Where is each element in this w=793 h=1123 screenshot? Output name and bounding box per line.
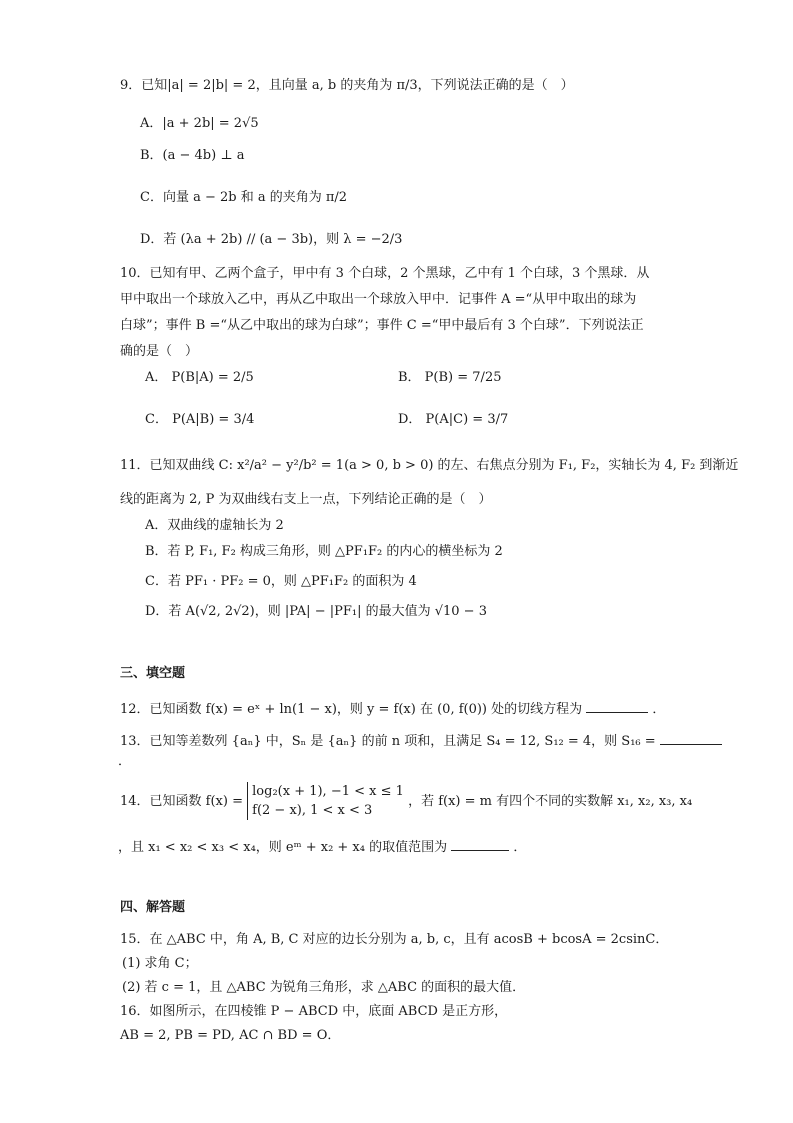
q11-line-2: 线的距离为 2, P 为双曲线右支上一点，下列结论正确的是（ ）: [120, 492, 492, 507]
q14-line-2-text: ，且 x₁ < x₂ < x₃ < x₄，则 eᵐ + x₂ + x₄ 的取值范围为: [118, 840, 448, 855]
q10-option-a: A． P(B|A) = 2/5: [145, 370, 254, 385]
q11-option-d: D．若 A(√2, 2√2)，则 |PA| − |PF₁| 的最大值为 √10 − 3: [145, 604, 487, 619]
q12-answer-blank[interactable]: [586, 698, 648, 713]
q13-end: ．: [118, 754, 132, 769]
q10-option-c: C． P(A|B) = 3/4: [145, 412, 255, 427]
q15-line-1: 15．在 △ABC 中，角 A, B, C 对应的边长分别为 a, b, c，且有 acosB + bcosA = 2csinC．: [120, 932, 669, 947]
q12-text: 12．已知函数 f(x) = eˣ + ln(1 − x)，则 y = f(x) 在 (0, f(0)) 处的切线方程为: [120, 702, 583, 717]
q13-text: 13．已知等差数列 {aₙ} 中，Sₙ 是 {aₙ} 的前 n 项和，且满足 S₄ = 12, S₁₂ = 4，则 S₁₆ =: [120, 734, 656, 749]
q9-option-a: A．|a + 2b| = 2√5: [140, 116, 259, 131]
q11-option-a: A．双曲线的虚轴长为 2: [145, 518, 284, 533]
q14-piecewise: [247, 782, 404, 820]
q9-option-b: B．(a − 4b) ⊥ a: [140, 148, 245, 163]
q15-part-2: (2) 若 c = 1，且 △ABC 为锐角三角形，求 △ABC 的面积的最大值．: [122, 980, 526, 995]
q10-line-4: 确的是（ ）: [120, 344, 199, 359]
q14-case-2: f(2 − x), 1 < x < 3: [252, 803, 373, 818]
q10-line-1: 10．已知有甲、乙两个盒子，甲中有 3 个白球，2 个黑球，乙中有 1 个白球，3 个黑球．从: [120, 266, 650, 281]
q14-prefix: 14．已知函数 f(x) =: [120, 794, 243, 809]
q9-stem: 9．已知|a| = 2|b| = 2，且向量 a, b 的夹角为 π/3，下列说法正确的是（ ）: [120, 78, 574, 93]
q11-option-b: B．若 P, F₁, F₂ 构成三角形，则 △PF₁F₂ 的内心的横坐标为 2: [145, 544, 503, 559]
q10-option-d: D． P(A|C) = 3/7: [398, 412, 509, 427]
q9-option-c: C．向量 a − 2b 和 a 的夹角为 π/2: [140, 190, 348, 205]
q14-line-1: [120, 784, 693, 820]
q11-option-c: C．若 PF₁ · PF₂ = 0，则 △PF₁F₂ 的面积为 4: [145, 574, 417, 589]
q13-line: [120, 730, 722, 752]
q14-answer-blank[interactable]: [451, 836, 509, 851]
q12-line: [120, 698, 665, 720]
q16-line-2: AB = 2, PB = PD, AC ∩ BD = O．: [120, 1028, 341, 1043]
q14-case-1: log₂(x + 1), −1 < x ≤ 1: [252, 784, 404, 799]
q14-end: ．: [513, 840, 527, 855]
section-answer-heading: 四、解答题: [120, 900, 186, 915]
q10-line-3: 白球”；事件 B =“从乙中取出的球为白球”；事件 C =“甲中最后有 3 个白球”．下列说法正: [120, 318, 644, 333]
q13-answer-blank[interactable]: [660, 730, 722, 745]
q14-suffix: ，若 f(x) = m 有四个不同的实数解 x₁, x₂, x₃, x₄: [408, 794, 693, 809]
q14-line-2: [118, 836, 526, 858]
section-fill-in-heading: 三、填空题: [120, 666, 186, 681]
q16-line-1: 16．如图所示，在四棱锥 P − ABCD 中，底面 ABCD 是正方形，: [120, 1004, 508, 1019]
q11-line-1: 11．已知双曲线 C: x²/a² − y²/b² = 1(a > 0, b > 0) 的左、右焦点分别为 F₁, F₂，实轴长为 4, F₂ 到渐近: [120, 458, 739, 473]
q10-line-2: 甲中取出一个球放入乙中，再从乙中取出一个球放入甲中．记事件 A =“从甲中取出的球为: [120, 292, 637, 307]
q12-end: ．: [652, 702, 666, 717]
q9-option-d: D．若 (λa + 2b) // (a − 3b)，则 λ = −2/3: [140, 232, 403, 247]
q10-option-b: B． P(B) = 7/25: [398, 370, 502, 385]
q15-part-1: (1) 求角 C；: [122, 956, 198, 971]
